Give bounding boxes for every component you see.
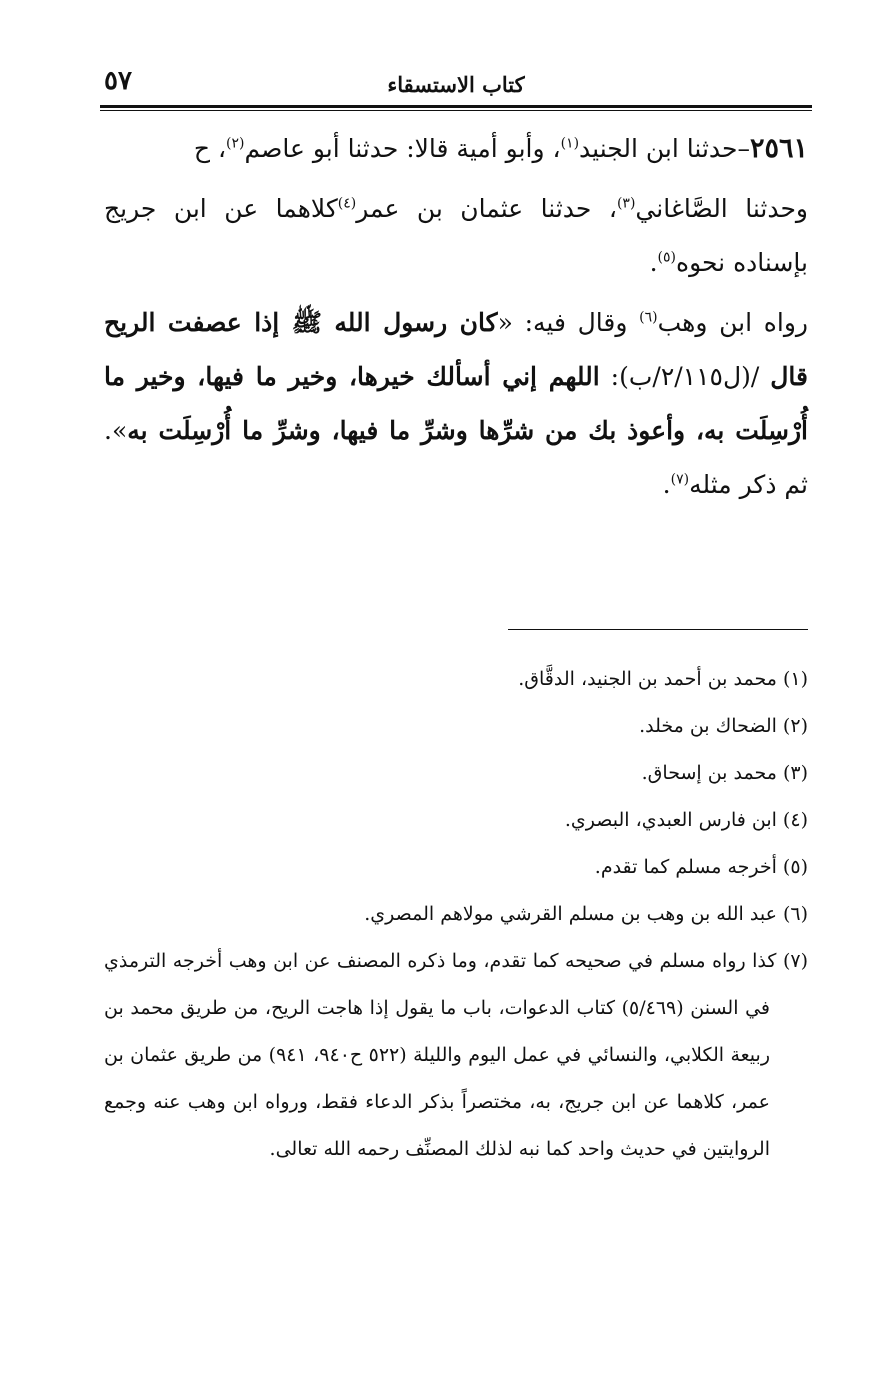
footnote-ref: (٦) — [639, 309, 658, 326]
chapter-title: كتاب الاستسقاء — [387, 72, 525, 97]
footnote-ref: (١) — [560, 135, 580, 152]
text-run: ، وأبو أمية قالا: حدثنا أبو عاصم — [244, 134, 561, 163]
text-run: ، ح — [193, 134, 227, 163]
text-run: كلاهما عن ابن جريج بإسناده نحوه — [104, 194, 808, 277]
footnote-5: (٥) أخرجه مسلم كما تقدم. — [594, 856, 808, 878]
footnote-6: (٦) عبد الله بن وهب بن مسلم القرشي مولاهم المصري. — [364, 903, 808, 925]
footnote-2: (٢) الضحاك بن مخلد. — [639, 715, 808, 737]
footnote-ref: (٤) — [337, 195, 357, 212]
text-run: وقال فيه: « — [497, 308, 640, 337]
text-run: –حدثنا ابن الجنيد — [579, 134, 750, 163]
page-number: ٥٧ — [104, 66, 132, 96]
text-run: . — [649, 248, 658, 277]
footnote-4: (٤) ابن فارس العبدي، البصري. — [564, 809, 808, 831]
quote-text: اللهم إني أسألك خيرها، وخير ما فيها، وخير ما أُرْسِلَت به، وأعوذ بك من شرِّها وشرِّ ما فيها، وشرِّ ما أُرْسِلَت به — [104, 362, 808, 445]
hadith-paragraph-3 — [104, 296, 808, 512]
footnote-separator — [508, 629, 808, 630]
quote-text: كان رسول الله ﷺ إذا عصفت الريح قال — [104, 308, 808, 391]
footnotes — [104, 656, 808, 1173]
header-rule — [100, 105, 812, 108]
footnote-3: (٣) محمد بن إسحاق. — [641, 762, 808, 784]
text-run: . — [662, 470, 671, 499]
text-run: ، حدثنا عثمان بن عمر — [356, 194, 617, 223]
footnote-7: (٧) كذا رواه مسلم في صحيحه كما تقدم، وما ذكره المصنف عن ابن وهب أخرجه الترمذي في السنن (٥/٤٦٩) كتاب الدعوات، باب ما يقول إذا هاجت الريح، من طريق محمد بن ربيعة الكلابي، والنسائي في عمل اليوم والليلة (٥٢٢ ح٩٤٠، ٩٤١) من طريق عثمان بن عمر، كلاهما عن ابن جريج، به، مختصراً بذكر الدعاء فقط، ورواه ابن وهب عنه وجمع الروايتين في حديث واحد كما نبه لذلك المصنِّف رحمه الله تعالى. — [104, 950, 808, 1160]
footnote-1: (١) محمد بن أحمد بن الجنيد، الدقَّاق. — [518, 668, 808, 690]
hadith-paragraph-2 — [104, 182, 808, 290]
main-text — [104, 122, 808, 512]
text-run: وحدثنا الصَّاغاني — [635, 194, 808, 223]
hadith-number: ٢٥٦١ — [749, 133, 808, 164]
header-rule-thin — [100, 110, 812, 111]
page-header — [100, 66, 812, 106]
text-run: ». ثم ذكر مثله — [104, 416, 808, 499]
footnote-ref: (٥) — [657, 249, 677, 266]
manuscript-ref: /(ل٢/١١٥/ب): — [599, 362, 771, 391]
footnote-ref: (٢) — [226, 135, 245, 152]
footnote-ref: (٧) — [670, 471, 690, 488]
hadith-paragraph-1 — [104, 122, 808, 176]
footnote-ref: (٣) — [616, 195, 636, 212]
text-run: رواه ابن وهب — [657, 308, 808, 337]
